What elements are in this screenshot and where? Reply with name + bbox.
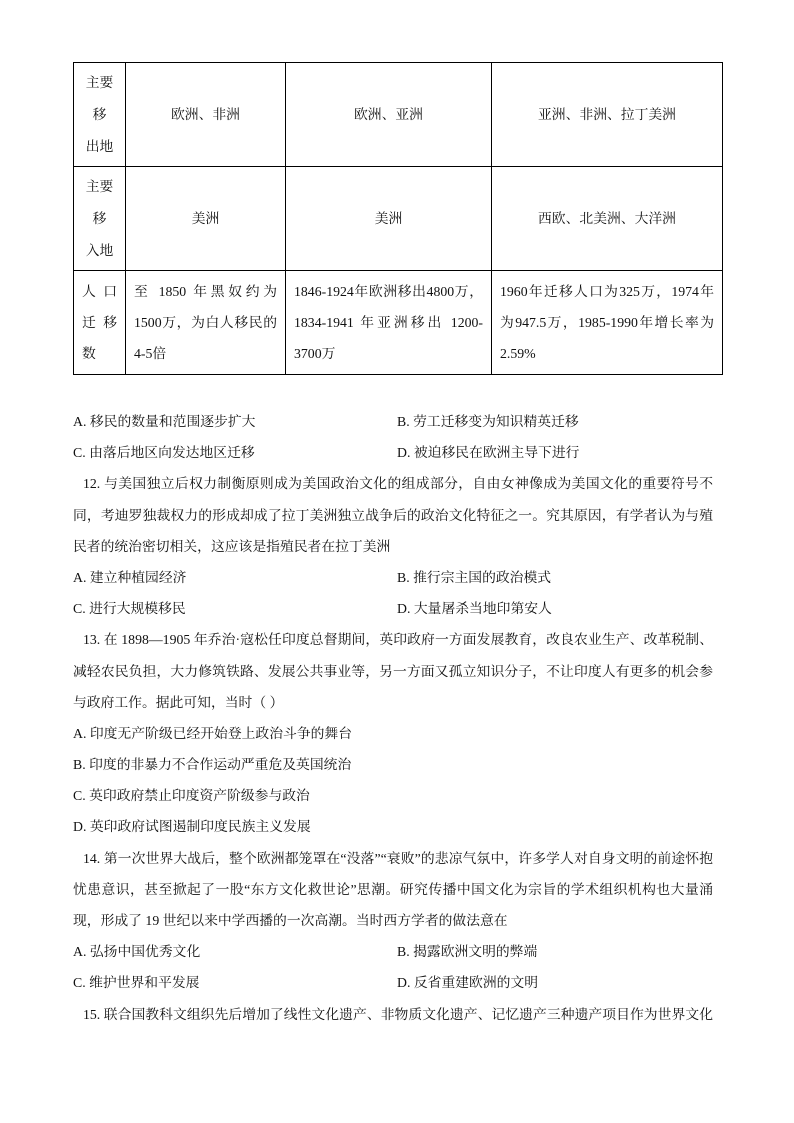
migration-table <box>73 62 723 375</box>
cell-line: 1834-1941 年亚洲移出 1200- <box>294 315 483 330</box>
table-row-emigration-area <box>74 63 723 167</box>
option-row <box>73 562 713 593</box>
table-row-migration-count <box>74 271 723 375</box>
question-11-options <box>73 406 713 468</box>
question-stem-line: 14. 第一次世界大战后，整个欧洲都笼罩在“没落”“衰败”的悲凉气氛中，许多学人对自身文明的前途怀抱 <box>83 850 713 866</box>
option-d: D. 反省重建欧洲的文明 <box>397 975 539 991</box>
question-stem-line: 与政府工作。据此可知，当时（ ） <box>73 694 284 710</box>
row-label-emigration-area <box>74 63 126 167</box>
cell-line: 为947.5万，1985-1990年增长率为 <box>500 315 714 330</box>
cell-line: 1500万，为白人移民的 <box>134 315 277 330</box>
row-label-line: 数 <box>82 346 96 361</box>
table-cell: 欧洲、非洲 <box>126 63 286 167</box>
table-cell: 美洲 <box>286 167 492 271</box>
option-b: B. 印度的非暴力不合作运动严重危及英国统治 <box>73 757 352 773</box>
option-d: D. 被迫移民在欧洲主导下进行 <box>397 445 580 461</box>
question-stem-line: 15. 联合国教科文组织先后增加了线性文化遗产、非物质文化遗产、记忆遗产三种遗产项目作为世界文化 <box>83 1006 713 1022</box>
cell-line: 3700万 <box>294 346 336 361</box>
row-label-line: 移 <box>92 106 107 122</box>
question-12 <box>73 468 713 624</box>
cell-line: 2.59% <box>500 346 536 361</box>
questions-body <box>73 406 713 1030</box>
option-a: A. 弘扬中国优秀文化 <box>73 944 201 960</box>
question-stem-line: 13. 在 1898—1905 年乔治·寇松任印度总督期间，英印政府一方面发展教育，改良农业生产、改革税制、 <box>83 632 713 648</box>
question-stem-line: 减轻农民负担，大力修筑铁路、发展公共事业等，另一方面又孤立知识分子，不让印度人有更多的机会参 <box>73 663 713 679</box>
option-a: A. 建立种植园经济 <box>73 569 187 585</box>
row-label-line: 移 <box>92 210 107 226</box>
question-14 <box>73 843 713 999</box>
question-stem-line: 民者的统治密切相关，这应该是指殖民者在拉丁美洲 <box>73 538 391 554</box>
option-a: A. 印度无产阶级已经开始登上政治斗争的舞台 <box>73 725 353 741</box>
option-row <box>73 593 713 624</box>
cell-line: 1960年迁移人口为325万，1974年 <box>500 284 714 299</box>
option-row <box>73 406 713 437</box>
option-a: A. 移民的数量和范围逐步扩大 <box>73 414 256 429</box>
question-stem-line: 忧患意识，甚至掀起了一股“东方文化救世论”思潮。研究传播中国文化为宗旨的学术组织机构也大量涌 <box>73 881 713 897</box>
option-b: B. 揭露欧洲文明的弊端 <box>397 944 538 960</box>
option-c: C. 英印政府禁止印度资产阶级参与政治 <box>73 788 310 804</box>
option-c: C. 由落后地区向发达地区迁移 <box>73 445 255 461</box>
cell-line: 1846-1924年欧洲移出4800万， <box>294 284 483 299</box>
option-d: D. 英印政府试图遏制印度民族主义发展 <box>73 819 311 835</box>
cell-line: 至 1850 年黑奴约为 <box>134 284 277 299</box>
table-cell: 亚洲、非洲、拉丁美洲 <box>492 63 723 167</box>
row-label-immigration-area <box>74 167 126 271</box>
option-b: B. 推行宗主国的政治模式 <box>397 569 552 585</box>
row-label-line: 主要 <box>85 74 114 90</box>
option-row <box>73 967 713 998</box>
question-13 <box>73 624 713 842</box>
table-cell <box>492 271 723 375</box>
row-label-line: 出地 <box>85 138 114 154</box>
question-stem-line: 12. 与美国独立后权力制衡原则成为美国政治文化的组成部分，自由女神像成为美国文化的重要符号不 <box>83 476 713 492</box>
row-label-migration-count <box>74 271 126 375</box>
table-row-immigration-area <box>74 167 723 271</box>
question-stem-line: 同，考迪罗独裁权力的形成却成了拉丁美洲独立战争后的政治文化特征之一。究其原因，有学者认为与殖 <box>73 507 713 523</box>
row-label-line: 入地 <box>85 242 114 258</box>
option-b: B. 劳工迁移变为知识精英迁移 <box>397 414 579 429</box>
row-label-line: 主要 <box>85 178 114 194</box>
option-row <box>73 936 713 967</box>
row-label-line: 迁移 <box>82 315 117 330</box>
row-label-line: 人口 <box>82 284 117 299</box>
cell-line: 4-5倍 <box>134 346 167 361</box>
question-15 <box>73 999 713 1030</box>
option-d: D. 大量屠杀当地印第安人 <box>397 601 552 617</box>
table-cell <box>126 271 286 375</box>
option-row <box>73 437 713 468</box>
table-cell: 欧洲、亚洲 <box>286 63 492 167</box>
table-cell: 西欧、北美洲、大洋洲 <box>492 167 723 271</box>
option-c: C. 进行大规模移民 <box>73 601 186 617</box>
question-stem-line: 现，形成了 19 世纪以来中学西播的一次高潮。当时西方学者的做法意在 <box>73 913 508 928</box>
table-cell <box>286 271 492 375</box>
table-cell: 美洲 <box>126 167 286 271</box>
option-c: C. 维护世界和平发展 <box>73 975 200 991</box>
